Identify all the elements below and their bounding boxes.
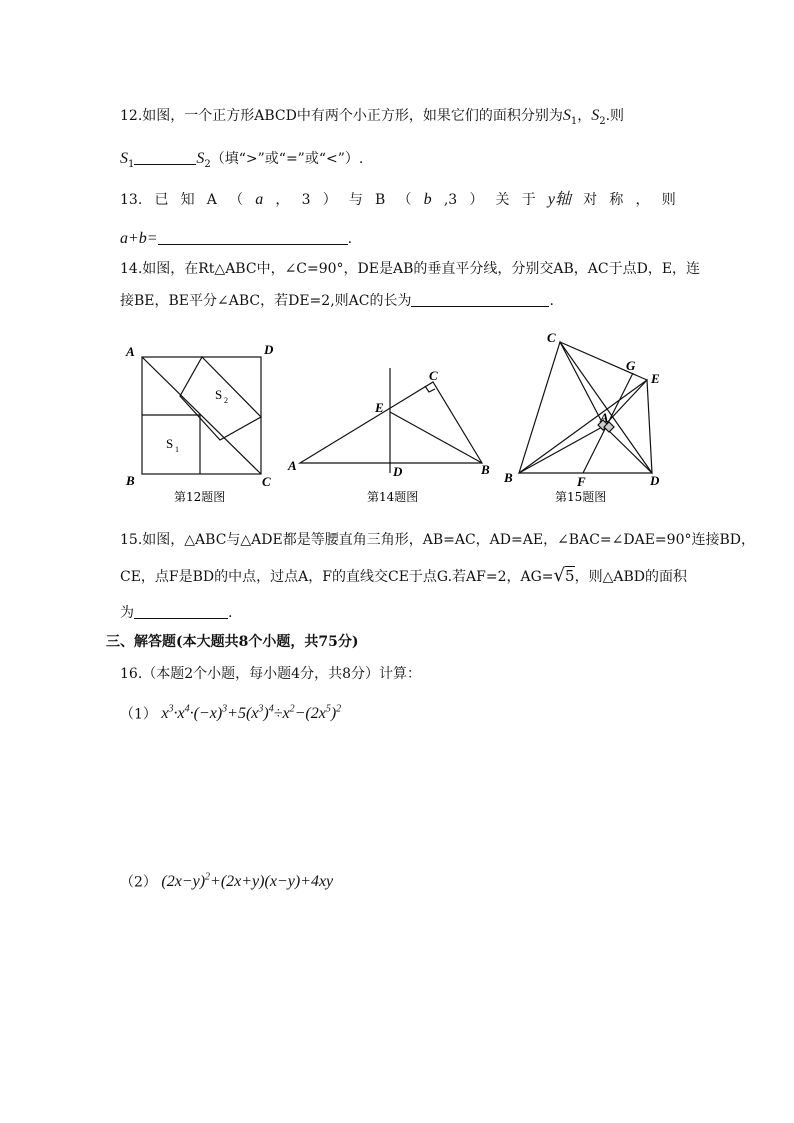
q16-part2-label: （2） — [120, 874, 157, 891]
q13-part: （ — [397, 192, 412, 208]
q13-part: （ — [229, 192, 244, 208]
s1-sub: 1 — [570, 115, 578, 127]
q13-part: y轴 — [547, 191, 571, 208]
section-3-title-text: 三、解答题(本大题共8个小题，共75分) — [106, 634, 359, 650]
q16-part1-label: （1） — [120, 706, 157, 723]
s2-symbol-2: S — [196, 150, 205, 167]
q13-part: ,3 — [443, 192, 458, 208]
comma: ， — [577, 108, 592, 124]
section-3-title — [106, 632, 358, 652]
q16-intro — [120, 664, 421, 684]
q16-part2 — [120, 868, 333, 892]
q13-part: A — [206, 192, 217, 208]
q13-part: 知 — [180, 192, 195, 208]
fig15-label-b: B — [504, 470, 513, 485]
q12-line1 — [120, 106, 624, 132]
q15-end: . — [228, 605, 233, 621]
fig12-label-d: D — [264, 342, 274, 357]
fig14-caption: 第14题图 — [367, 490, 419, 504]
q13-part: 关 — [495, 192, 510, 208]
q13-part: 对 — [583, 192, 598, 208]
q13-part: B — [375, 192, 386, 208]
fig12-label-a: A — [126, 344, 135, 359]
q13-line1 — [120, 190, 676, 210]
q12-text: 12.如图，一个正方形ABCD中有两个小正方形，如果它们的面积分别为 — [120, 108, 563, 124]
sqrt-symbol: √ — [553, 565, 566, 586]
q13-part: ） — [322, 192, 337, 208]
q13-end: . — [347, 231, 353, 247]
fig14-label-d: D — [393, 464, 403, 479]
q14-text-1: 14.如图，在Rt△ABC中，∠C=90°，DE是AB的垂直平分线，分别交AB，AC于点D，E，连 — [120, 261, 701, 277]
s1-sub-2: 1 — [128, 158, 135, 170]
q13-part: a — [255, 191, 264, 208]
fig12-label-c: C — [262, 474, 271, 489]
q13-part: 则 — [661, 192, 676, 208]
figure-14 — [282, 338, 502, 508]
q13-part: ， — [635, 192, 650, 208]
q14-line2 — [120, 290, 554, 311]
q15-text-2b: ，则△ABD的面积 — [574, 569, 687, 585]
sqrt-value: 5 — [565, 567, 575, 585]
q16-intro-text: 16.（本题2个小题，每小题4分，共8分）计算： — [120, 666, 421, 682]
s2-sub-2: 2 — [204, 158, 211, 170]
q13-part: 与 — [348, 192, 363, 208]
fig14-label-c: C — [429, 368, 438, 383]
fig14-label-a: A — [288, 458, 297, 473]
q16-part1 — [120, 700, 341, 724]
fig12-caption: 第12题图 — [174, 490, 226, 504]
s1-symbol-2: S — [120, 150, 128, 167]
q13-part: 13. — [120, 192, 143, 208]
q12-answer-blank[interactable] — [134, 148, 196, 165]
q13-line2 — [120, 228, 352, 249]
q12-end: .则 — [605, 108, 625, 124]
fig15-caption: 第15题图 — [555, 490, 607, 504]
q16-part2-expression: $(2x-y)^2+(2x+y)(x-y)+4xy$ — [161, 872, 334, 891]
q16-part1-expression: $x^3\cdot x^4\cdot(-x)^3+5(x^3)^4\div x^2-(2x^5)^2$ — [161, 704, 342, 723]
s2-symbol: S — [591, 107, 600, 124]
q14-line1 — [120, 259, 700, 279]
fig15-label-f: F — [577, 474, 586, 489]
q15-line1 — [120, 530, 755, 550]
figure-12 — [118, 338, 278, 508]
q13-part: ， — [275, 192, 290, 208]
q15-line3 — [120, 602, 232, 623]
q15-answer-blank[interactable] — [134, 602, 228, 619]
fig14-label-e: E — [375, 400, 384, 415]
s1-symbol: S — [562, 107, 571, 124]
q13-answer-blank[interactable] — [158, 228, 348, 245]
q13-part: ） — [469, 192, 484, 208]
fig15-label-a: A — [600, 410, 609, 425]
fig12-label-s1: S — [166, 436, 174, 451]
q13-part: 已 — [154, 192, 169, 208]
fig14-label-b: B — [481, 462, 490, 477]
q15-text-3: 为 — [120, 605, 134, 621]
q15-text-1: 15.如图，△ABC与△ADE都是等腰直角三角形，AB=AC，AD=AE，∠BAC=∠DAE=90°连接BD， — [120, 532, 755, 548]
fig15-label-d: D — [650, 473, 660, 488]
q15-line2 — [120, 566, 687, 587]
q14-text-2: 接BE，BE平分∠ABC，若DE=2,则AC的长为 — [120, 293, 412, 309]
fig15-label-g: G — [626, 358, 636, 373]
fig15-label-c: C — [547, 330, 556, 345]
q13-part: 于 — [521, 192, 536, 208]
q14-end: . — [549, 293, 554, 309]
figure-15 — [500, 328, 680, 508]
q13-part: 称 — [609, 192, 624, 208]
fig12-label-s2-sub: 2 — [224, 396, 228, 405]
s2-sub: 2 — [599, 115, 606, 127]
q13-part: 3 — [301, 192, 311, 208]
q14-answer-blank[interactable] — [411, 290, 549, 307]
fig12-label-b: B — [126, 473, 135, 488]
q13-part: b — [423, 191, 432, 208]
fig12-label-s1-sub: 1 — [175, 445, 179, 454]
q12-fill-hint: （填“>”或“=”或“<”）. — [210, 151, 364, 167]
q15-text-2a: CE，点F是BD的中点，过点A，F的直线交CE于点G.若AF=2，AG= — [120, 569, 554, 585]
q13-expr: a+b= — [120, 230, 158, 247]
q12-line2 — [120, 148, 363, 175]
fig12-label-s2: S — [215, 387, 223, 402]
fig15-label-e: E — [651, 371, 660, 386]
